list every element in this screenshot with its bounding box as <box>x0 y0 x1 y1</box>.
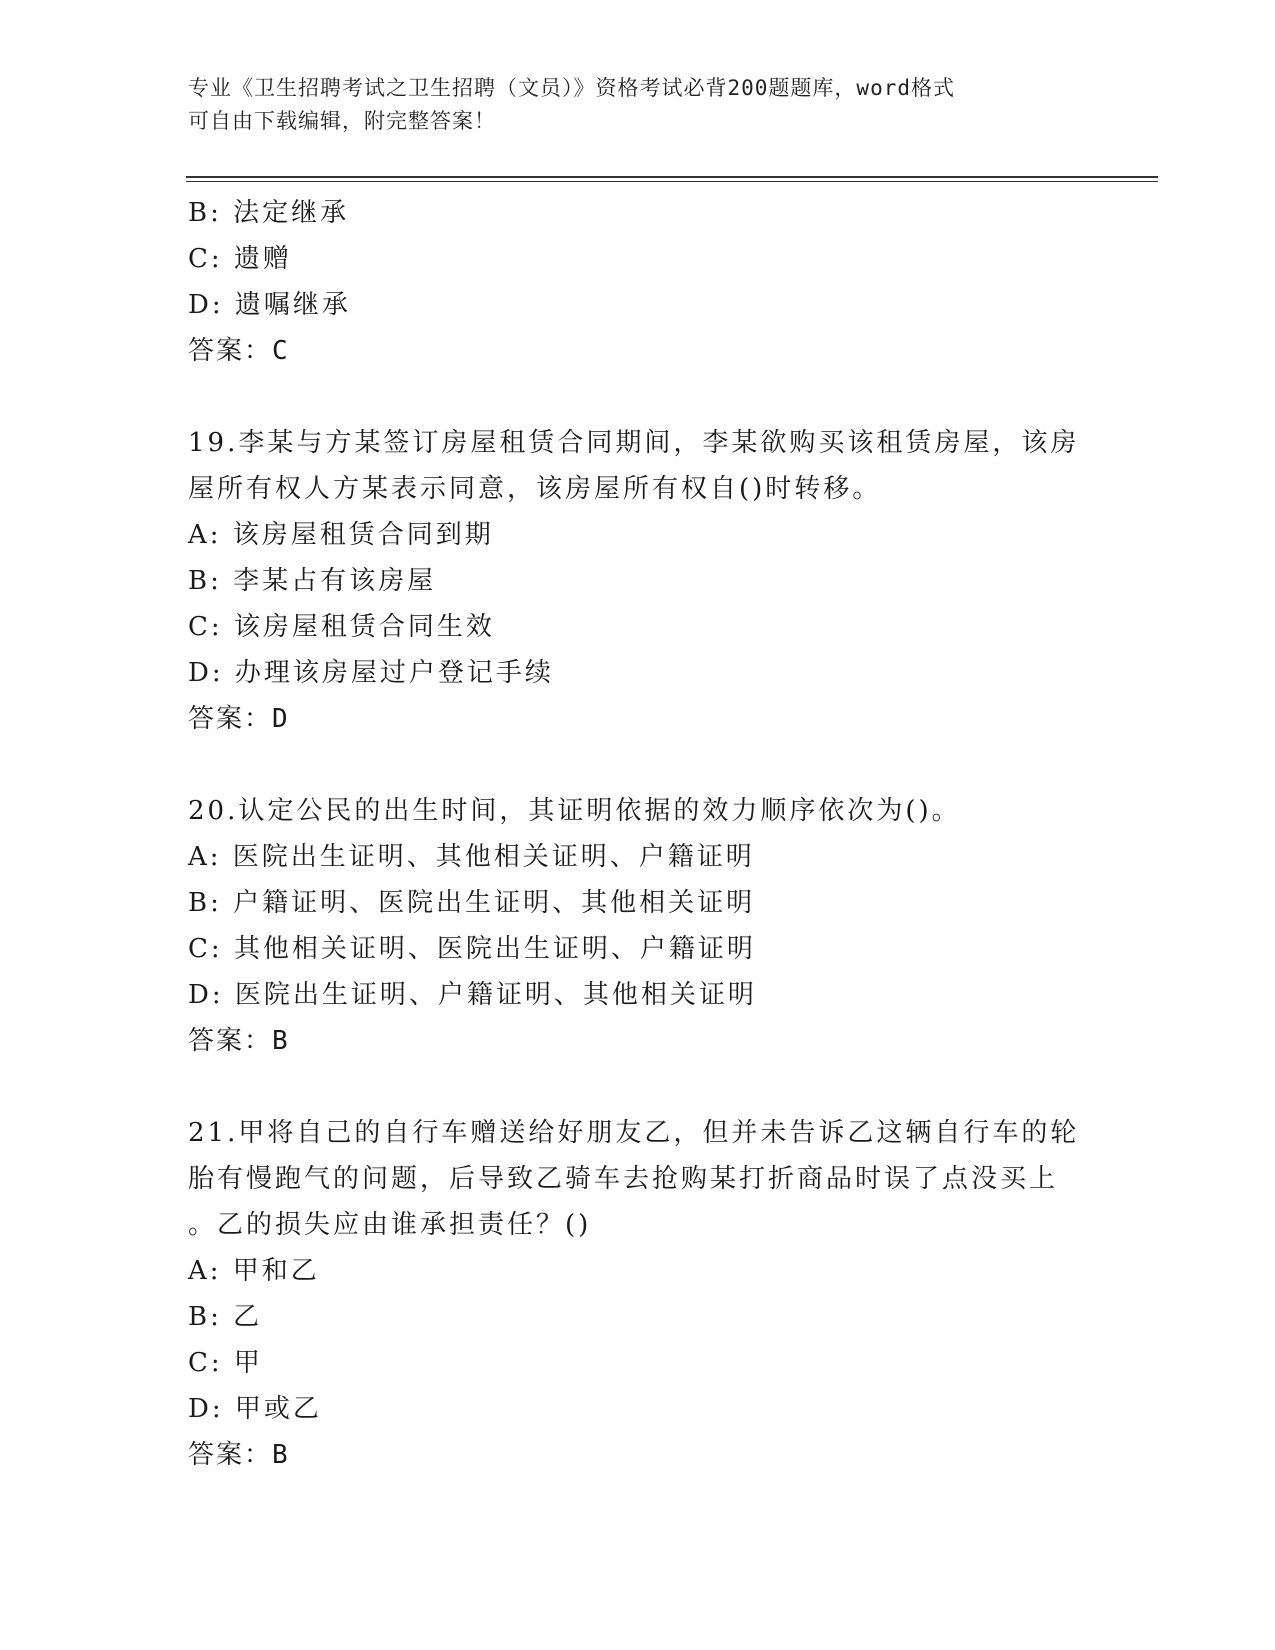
q21-answer-label: 答案： <box>188 1440 273 1470</box>
q19-option-a: A: 该房屋租赁合同到期 <box>188 520 494 550</box>
q20-stem-line-1: 20.认定公民的出生时间，其证明依据的效力顺序依次为()。 <box>188 796 961 826</box>
q19-stem-line-2: 屋所有权人方某表示同意，该房屋所有权自()时转移。 <box>188 474 882 504</box>
q21-option-b: B: 乙 <box>188 1302 263 1332</box>
question-21 <box>188 1110 1088 1478</box>
q21-option-c: C: 甲 <box>188 1348 263 1378</box>
question-19 <box>188 420 1088 742</box>
q18-answer-label: 答案： <box>188 336 273 366</box>
q20-option-a: A: 医院出生证明、其他相关证明、户籍证明 <box>188 842 755 872</box>
question-20 <box>188 788 1088 1064</box>
q21-option-a: A: 甲和乙 <box>188 1256 320 1286</box>
document-header <box>188 72 1068 138</box>
q20-option-b: B: 户籍证明、医院出生证明、其他相关证明 <box>188 888 756 918</box>
q21-answer <box>188 1432 1088 1478</box>
question-18 <box>188 190 1088 374</box>
q19-answer-value: D <box>272 704 290 734</box>
q19-option-b: B: 李某占有该房屋 <box>188 566 437 596</box>
q18-answer <box>188 328 1088 374</box>
q21-stem-line-1: 21.甲将自己的自行车赠送给好朋友乙，但并未告诉乙这辆自行车的轮 <box>188 1118 1080 1148</box>
question-list <box>188 190 1088 1478</box>
q18-answer-value: C <box>272 336 290 366</box>
q20-option-d: D: 医院出生证明、户籍证明、其他相关证明 <box>188 980 757 1010</box>
q21-answer-value: B <box>272 1440 290 1470</box>
spacer <box>188 742 1088 788</box>
q20-answer-label: 答案： <box>188 1026 273 1056</box>
q19-option-d: D: 办理该房屋过户登记手续 <box>188 658 554 688</box>
q20-answer <box>188 1018 1088 1064</box>
q20-option-c: C: 其他相关证明、医院出生证明、户籍证明 <box>188 934 756 964</box>
spacer <box>188 1064 1088 1110</box>
q19-option-c: C: 该房屋租赁合同生效 <box>188 612 495 642</box>
q18-option-b: B: 法定继承 <box>188 198 350 228</box>
header-title-line-1: 专业《卫生招聘考试之卫生招聘（文员）》资格考试必背200题题库，word格式 <box>188 76 955 100</box>
header-divider-thin <box>186 181 1158 182</box>
q19-answer <box>188 696 1088 742</box>
q18-option-c: C: 遗赠 <box>188 244 292 274</box>
q21-stem-line-2: 胎有慢跑气的问题，后导致乙骑车去抢购某打折商品时误了点没买上 <box>188 1164 1059 1194</box>
header-title-line-2: 可自由下载编辑，附完整答案！ <box>188 109 496 133</box>
q18-option-d: D: 遗嘱继承 <box>188 290 351 320</box>
q21-option-d: D: 甲或乙 <box>188 1394 322 1424</box>
header-divider-thick <box>186 176 1158 178</box>
spacer <box>188 374 1088 420</box>
q19-stem-line-1: 19.李某与方某签订房屋租赁合同期间，李某欲购买该租赁房屋，该房 <box>188 428 1080 458</box>
q21-stem-line-3: 。乙的损失应由谁承担责任？() <box>188 1210 592 1240</box>
q19-answer-label: 答案： <box>188 704 273 734</box>
q20-answer-value: B <box>272 1026 290 1056</box>
